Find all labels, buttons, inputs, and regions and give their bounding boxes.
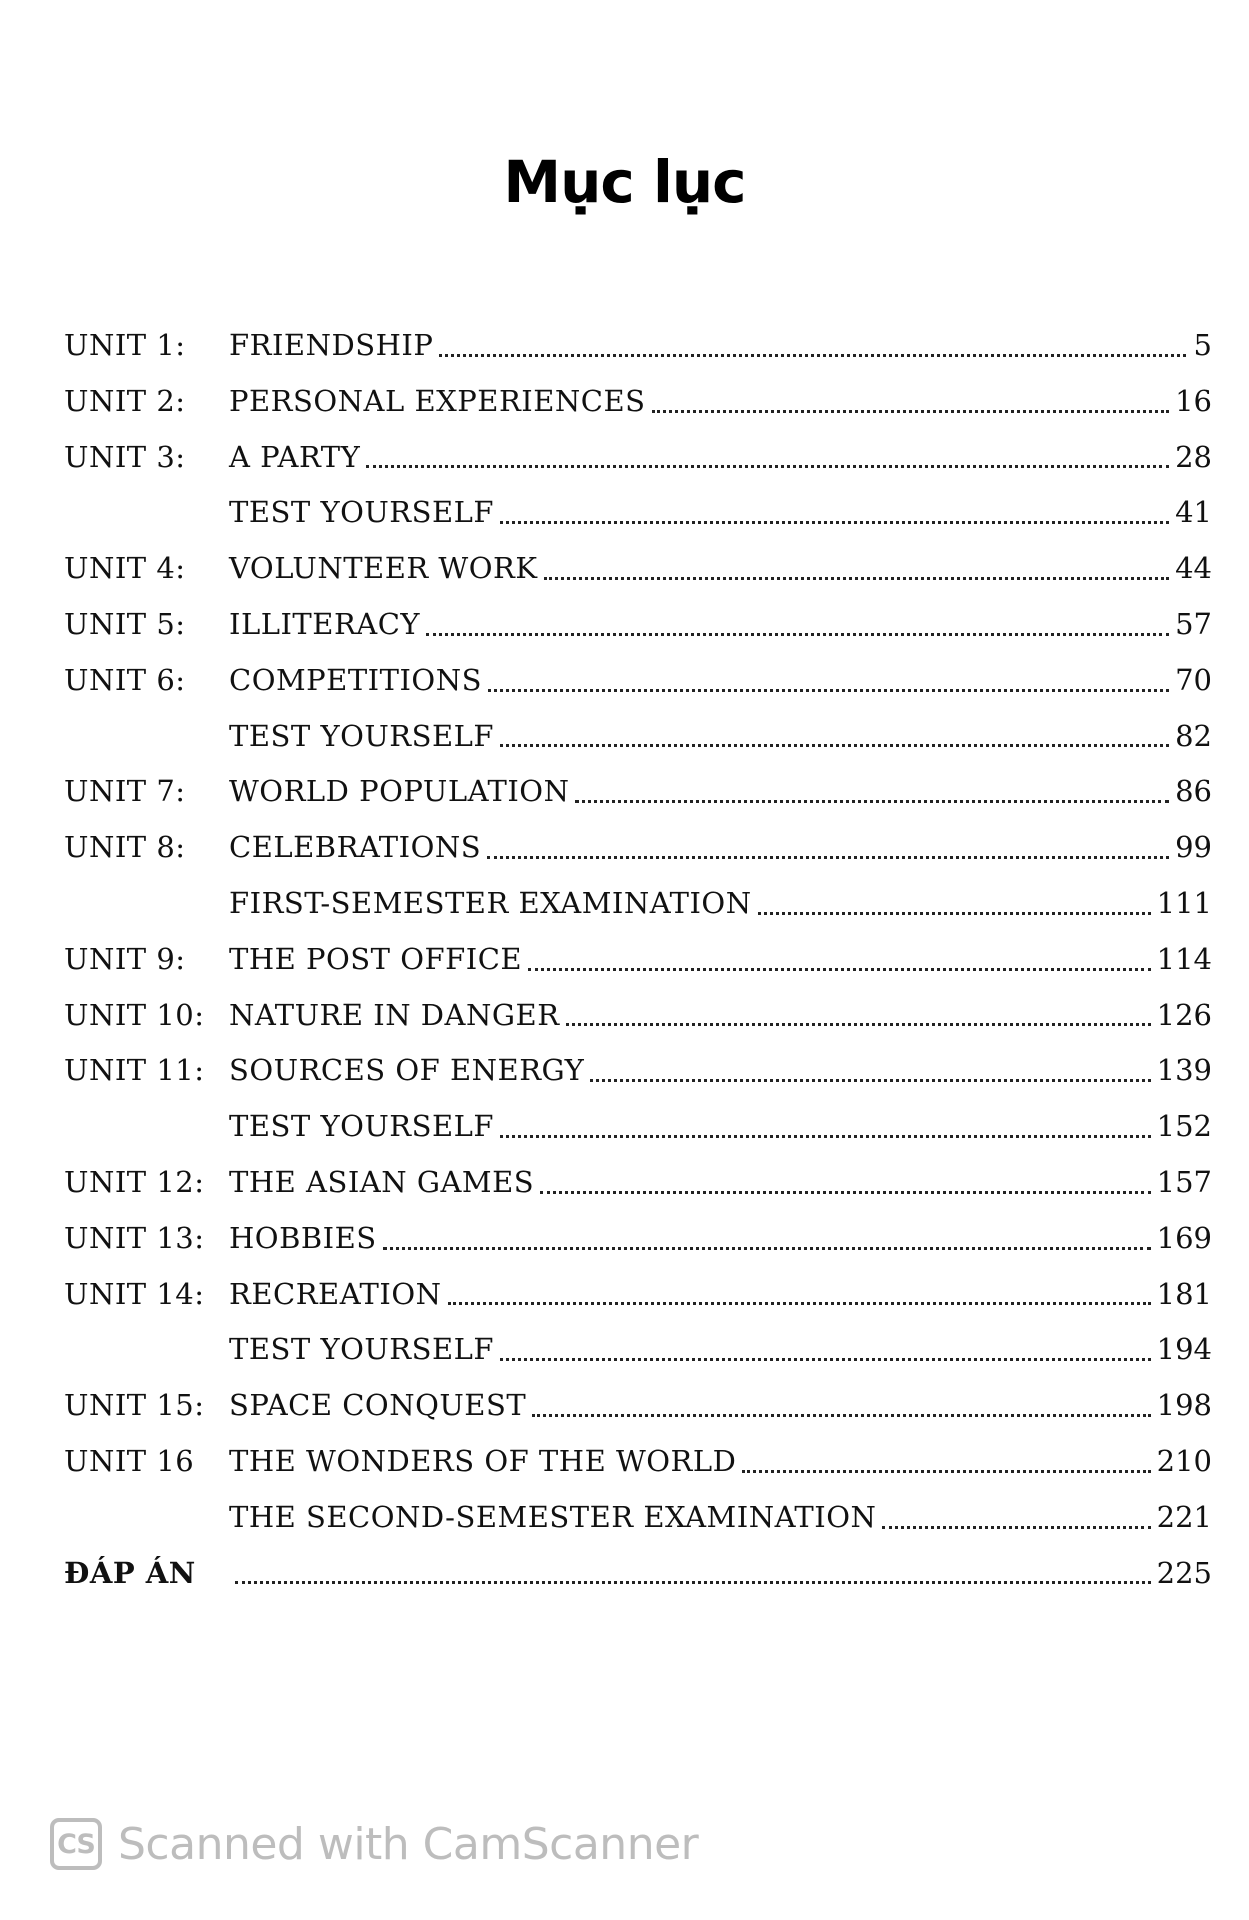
camscanner-logo-icon: CS: [50, 1818, 102, 1870]
toc-unit-label: ĐÁP ÁN: [64, 1555, 196, 1590]
toc-entry-title: CELEBRATIONS: [229, 830, 482, 865]
dot-leader: [448, 1299, 1151, 1305]
toc-entry: [64, 1155, 1212, 1211]
toc-unit-label: UNIT 14:: [64, 1276, 205, 1311]
toc-unit-label: UNIT 4:: [64, 551, 186, 586]
toc-unit-label: UNIT 8:: [64, 830, 186, 865]
toc-entry-title: FIRST-SEMESTER EXAMINATION: [229, 885, 752, 920]
toc-page-number: 86: [1175, 774, 1212, 809]
toc-page-number: 210: [1156, 1443, 1212, 1478]
dot-leader: [742, 1467, 1150, 1473]
toc-page-number: 44: [1175, 551, 1212, 586]
dot-leader: [488, 686, 1169, 692]
toc-entry: [64, 1043, 1212, 1099]
toc-page-number: 16: [1175, 383, 1212, 418]
toc-entry-title: HOBBIES: [229, 1220, 377, 1255]
dot-leader: [540, 1188, 1150, 1194]
toc-entry-title: ILLITERACY: [229, 606, 421, 641]
toc-unit-label: UNIT 10:: [64, 997, 205, 1032]
toc-entry-title: THE SECOND-SEMESTER EXAMINATION: [229, 1499, 877, 1534]
dot-leader: [439, 351, 1186, 357]
toc-entry: [64, 430, 1212, 486]
toc-entry: [64, 1378, 1212, 1434]
toc-entry: [64, 1434, 1212, 1490]
toc-entry: [64, 1490, 1212, 1546]
toc-entry-title: WORLD POPULATION: [229, 774, 570, 809]
toc-entry: [64, 653, 1212, 709]
dot-leader: [532, 1411, 1150, 1417]
toc-page-number: 169: [1156, 1220, 1212, 1255]
toc-entry-title: SPACE CONQUEST: [229, 1388, 527, 1423]
dot-leader: [575, 797, 1169, 803]
table-of-contents: [64, 318, 1212, 1601]
toc-entry: [64, 932, 1212, 988]
toc-entry-title: TEST YOURSELF: [229, 718, 495, 753]
toc-entry: [64, 485, 1212, 541]
toc-entry-title: SOURCES OF ENERGY: [229, 1053, 585, 1088]
dot-leader: [500, 518, 1169, 524]
toc-page-number: 41: [1175, 495, 1212, 530]
toc-page-number: 194: [1156, 1332, 1212, 1367]
dot-leader: [487, 853, 1169, 859]
dot-leader: [528, 965, 1151, 971]
toc-entry-title: FRIENDSHIP: [229, 328, 434, 362]
toc-entry: [64, 876, 1212, 932]
dot-leader: [882, 1523, 1150, 1529]
dot-leader: [383, 1244, 1151, 1250]
toc-entry: [64, 1267, 1212, 1323]
toc-page-number: 111: [1156, 885, 1212, 920]
toc-entry: [64, 709, 1212, 765]
watermark-text: Scanned with CamScanner: [118, 1818, 699, 1870]
toc-entry-title: TEST YOURSELF: [229, 495, 495, 530]
toc-entry: [64, 1322, 1212, 1378]
toc-unit-label: UNIT 2:: [64, 383, 186, 418]
toc-page-number: 114: [1156, 941, 1212, 976]
toc-entry-title: THE POST OFFICE: [229, 941, 523, 976]
toc-entry: [64, 820, 1212, 876]
toc-page-number: 225: [1156, 1555, 1212, 1590]
toc-unit-label: UNIT 13:: [64, 1220, 205, 1255]
toc-entry-title: THE ASIAN GAMES: [229, 1164, 535, 1199]
toc-entry-title: THE WONDERS OF THE WORLD: [229, 1443, 737, 1478]
toc-page-number: 139: [1156, 1053, 1212, 1088]
dot-leader: [590, 1076, 1150, 1082]
dot-leader: [500, 1355, 1151, 1361]
toc-page-number: 152: [1156, 1109, 1212, 1144]
dot-leader: [566, 1020, 1151, 1026]
toc-page-number: 99: [1175, 830, 1212, 865]
toc-entry: [64, 541, 1212, 597]
toc-entry: [64, 318, 1212, 374]
toc-unit-label: UNIT 3:: [64, 439, 186, 474]
toc-page-number: 198: [1156, 1388, 1212, 1423]
toc-unit-label: UNIT 7:: [64, 774, 186, 809]
toc-unit-label: UNIT 11:: [64, 1053, 205, 1088]
dot-leader: [652, 407, 1170, 413]
camscanner-watermark: [50, 1818, 698, 1870]
toc-page-number: 57: [1175, 606, 1212, 641]
toc-unit-label: UNIT 15:: [64, 1388, 205, 1423]
toc-entry: [64, 1211, 1212, 1267]
dot-leader: [544, 574, 1170, 580]
toc-entry: [64, 988, 1212, 1044]
toc-unit-label: UNIT 9:: [64, 941, 186, 976]
toc-entry-title: TEST YOURSELF: [229, 1332, 495, 1367]
toc-entry: [64, 764, 1212, 820]
toc-page-number: 70: [1175, 662, 1212, 697]
dot-leader: [500, 1132, 1151, 1138]
toc-page-number: 28: [1175, 439, 1212, 474]
toc-entry-title: TEST YOURSELF: [229, 1109, 495, 1144]
dot-leader: [426, 630, 1169, 636]
toc-unit-label: UNIT 12:: [64, 1164, 205, 1199]
toc-page-number: 181: [1156, 1276, 1212, 1311]
toc-entry-title: A PARTY: [229, 439, 361, 474]
toc-unit-label: UNIT 5:: [64, 606, 186, 641]
dot-leader: [758, 909, 1151, 915]
toc-unit-label: UNIT 6:: [64, 662, 186, 697]
page-title: Mục lục: [503, 148, 746, 216]
dot-leader: [366, 462, 1169, 468]
toc-entry-title: PERSONAL EXPERIENCES: [229, 383, 646, 418]
toc-entry-title: COMPETITIONS: [229, 662, 482, 697]
toc-entry: [64, 1546, 1212, 1602]
toc-unit-label: UNIT 16: [64, 1443, 195, 1478]
toc-entry: [64, 1099, 1212, 1155]
toc-entry-title: VOLUNTEER WORK: [229, 551, 538, 586]
toc-entry-title: RECREATION: [229, 1276, 442, 1311]
toc-entry: [64, 597, 1212, 653]
toc-unit-label: UNIT 1:: [64, 328, 186, 362]
toc-page-number: 5: [1193, 328, 1212, 362]
toc-entry-title: NATURE IN DANGER: [229, 997, 560, 1032]
toc-page-number: 126: [1156, 997, 1212, 1032]
dot-leader: [500, 741, 1169, 747]
toc-page-number: 221: [1156, 1499, 1212, 1534]
toc-page-number: 82: [1175, 718, 1212, 753]
dot-leader: [235, 1578, 1151, 1584]
toc-entry: [64, 374, 1212, 430]
toc-page-number: 157: [1156, 1164, 1212, 1199]
